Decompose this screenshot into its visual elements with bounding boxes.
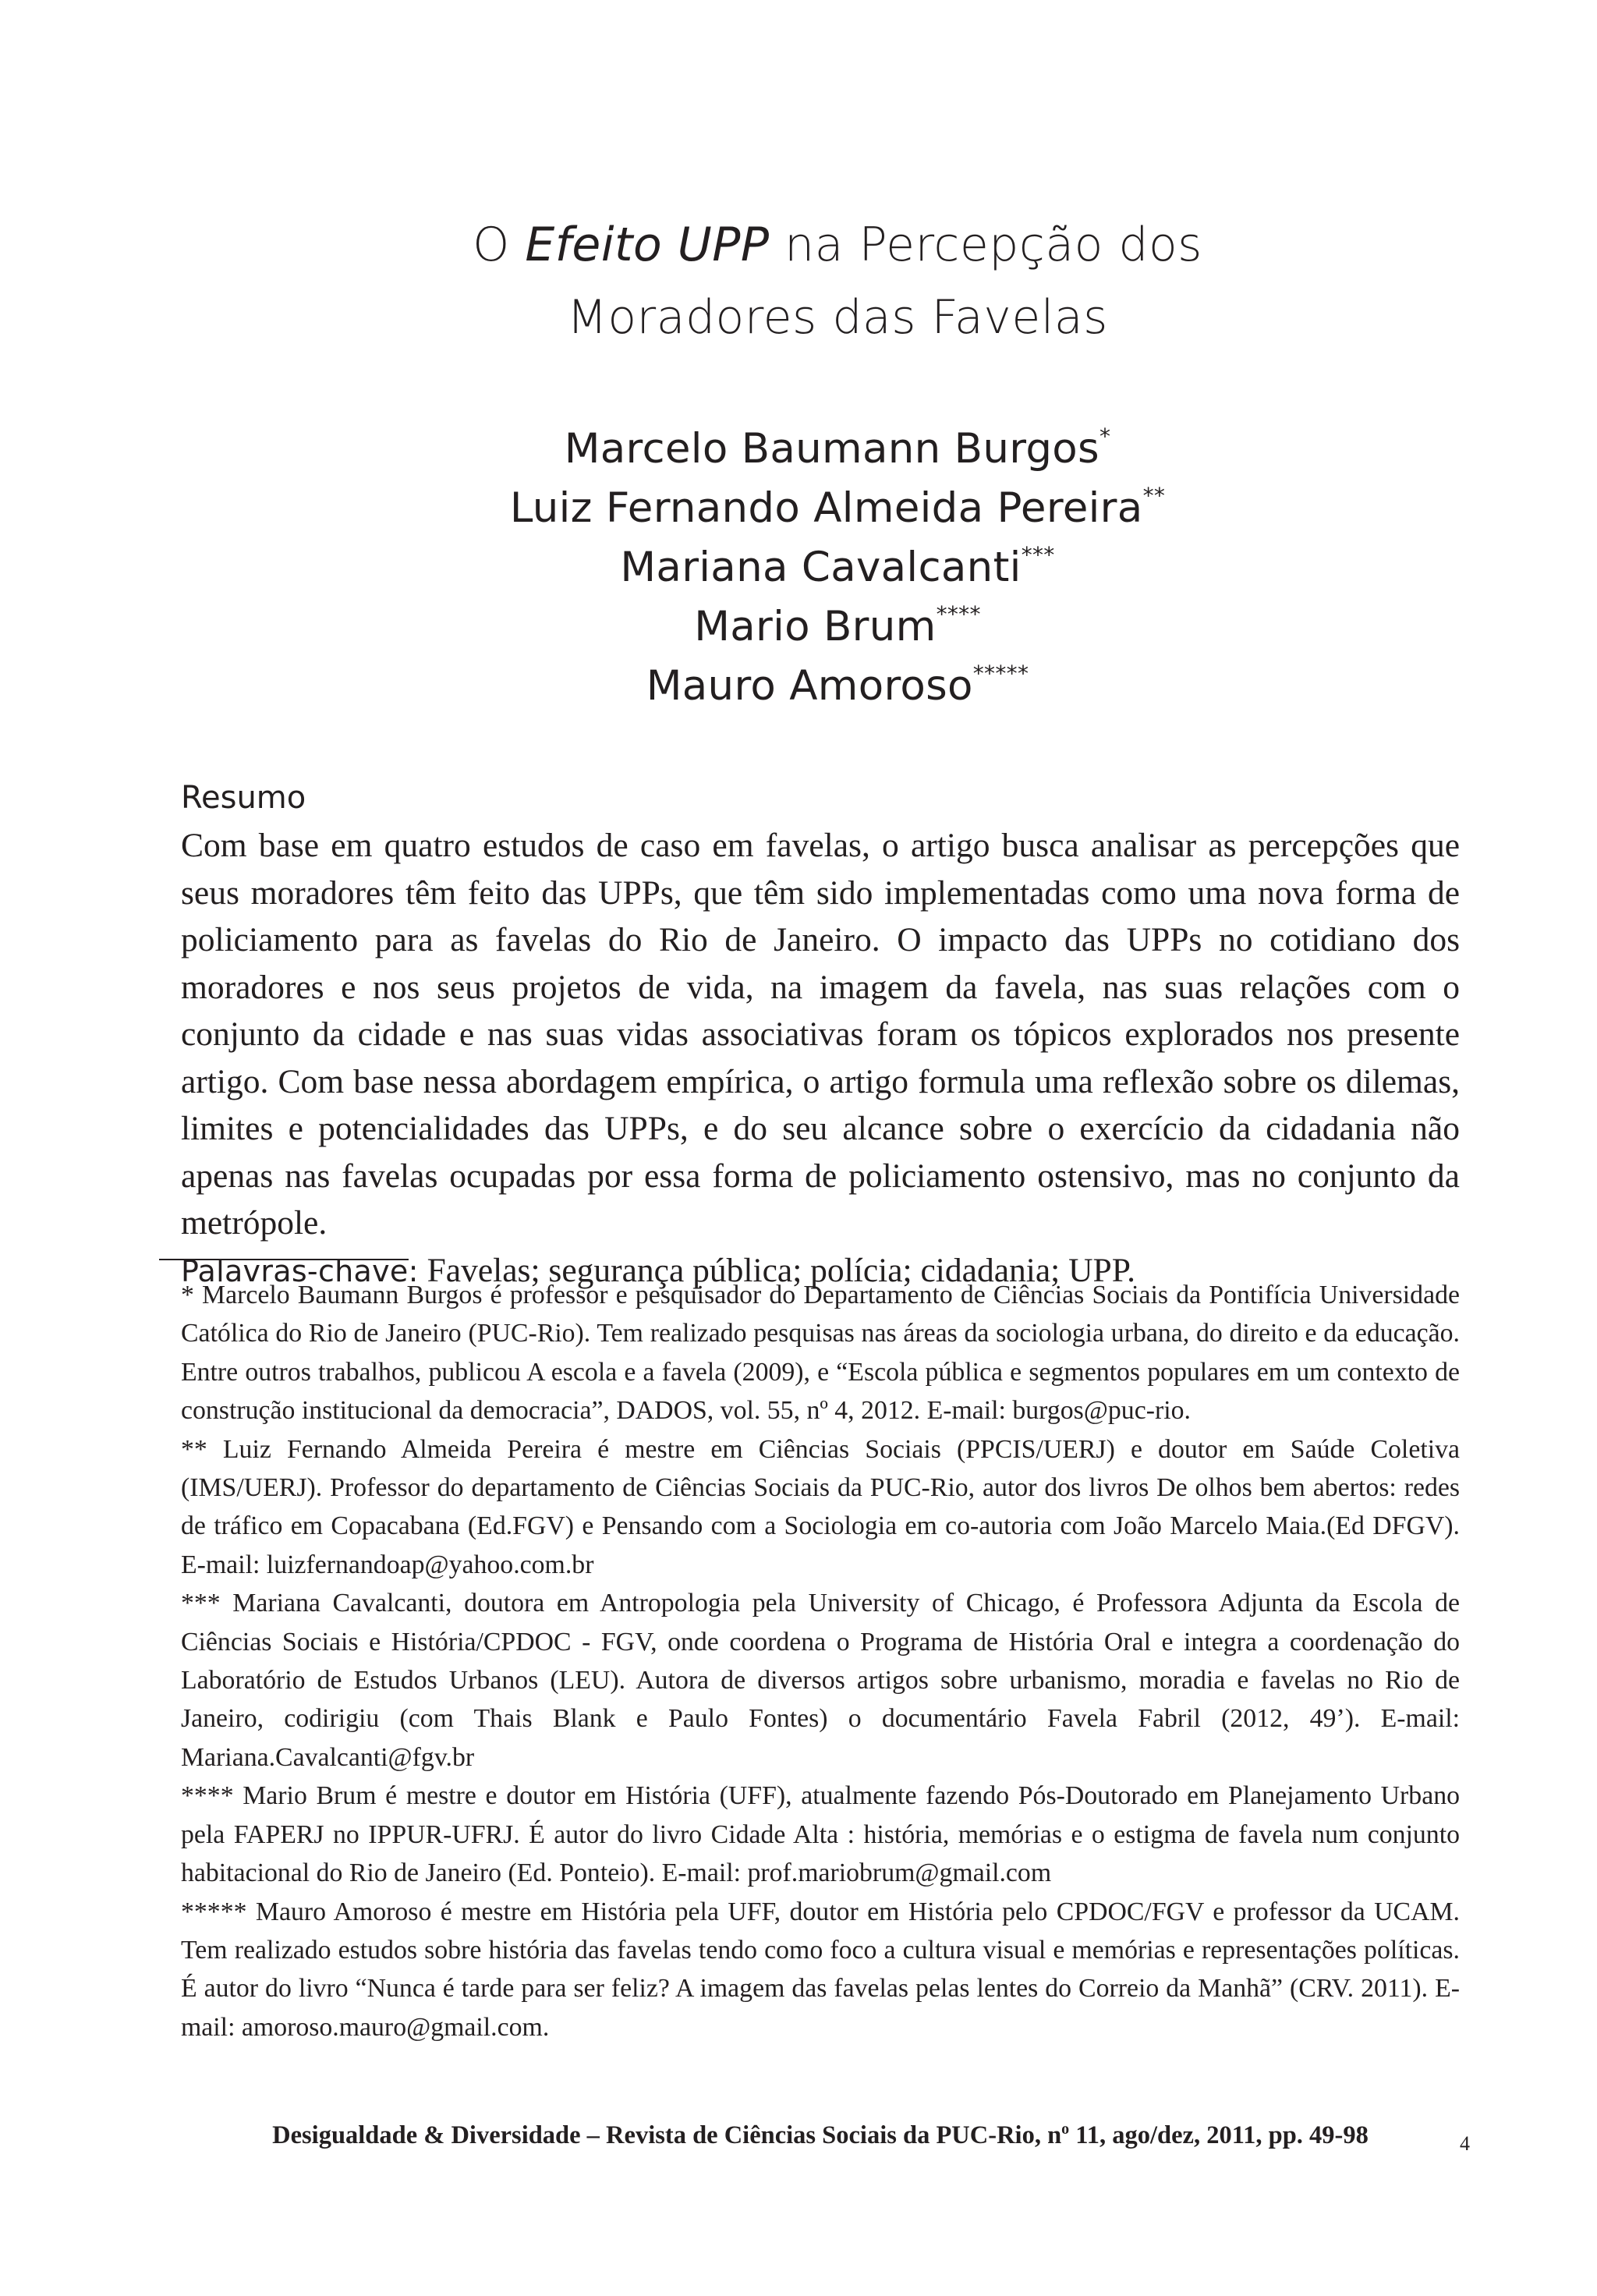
footnote: * Marcelo Baumann Burgos é professor e pesquisador do Departamento de Ciências Sociais da Pontifícia Universidade Católica do Rio de Janeiro (PUC-Rio). Tem realizado pesquisas nas áreas da sociologia urbana, do direito e da educação. Entre outros trabalhos, publicou A escola e a favela (2009), e “Escola pública e segmentos populares em um contexto de construção institucional da democracia”, DADOS, vol. 55, nº 4, 2012. E-mail: burgos@puc-rio.	[181, 1281, 1460, 1426]
journal-footer: Desigualdade & Diversidade – Revista de Ciências Sociais da PUC-Rio, $n^o$ 11, ago/dez, 2011, pp. 49-98	[272, 2121, 1369, 2149]
author-entry	[175, 597, 1500, 657]
author-entry	[175, 657, 1500, 716]
footnote: ** Luiz Fernando Almeida Pereira é mestre em Ciências Sociais (PPCIS/UERJ) e doutor em Saúde Coletiva (IMS/UERJ). Professor do departamento de Ciências Sociais da PUC-Rio, autor dos livros De olhos bem abertos: redes de tráfico em Copacabana (Ed.FGV) e Pensando com a Sociologia em co-autoria com João Marcelo Maia.(Ed DFGV). E-mail: luizfernandoap@yahoo.com.br	[181, 1434, 1460, 1579]
author-entry	[175, 538, 1500, 597]
page-number: 4	[1460, 2132, 1470, 2155]
title-line-2: Moradores das Favelas	[567, 290, 1108, 345]
footnote: **** Mario Brum é mestre e doutor em História (UFF), atualmente fazendo Pós-Doutorado em Planejamento Urbano pela FAPERJ no IPPUR-UFRJ. É autor do livro Cidade Alta : história, memórias e o estigma de favela num conjunto habitacional do Rio de Janeiro (Ed. Ponteio). E-mail: prof.mariobrum@gmail.com	[181, 1781, 1460, 1888]
title-italic-term: Efeito UPP	[525, 218, 770, 272]
author-list	[175, 420, 1500, 716]
abstract-text: Com base em quatro estudos de caso em favelas, o artigo busca analisar as percepções que seus moradores têm feito das UPPs, que têm sido implementadas como uma nova forma de policiamento para as favelas do Rio de Janeiro. O impacto das UPPs no cotidiano dos moradores e nos seus projetos de vida, na imagem da favela, nas suas relações com o conjunto da cidade e nas suas vidas associativas foram os tópicos explorados nos presente artigo. Com base nessa abordagem empírica, o artigo formula uma reflexão sobre os dilemas, limites e potencialidades das UPPs, e do seu alcance sobre o exercício da cidadania não apenas nas favelas ocupadas por essa forma de policiamento ostensivo, mas no conjunto da metrópole.	[181, 827, 1460, 1242]
abstract-heading: Resumo	[181, 780, 306, 816]
keywords-label: Palavras-chave:	[181, 1253, 419, 1288]
author-name: Mariana Cavalcanti	[620, 544, 1022, 591]
title-line-1: O Efeito UPP na Percepção dos	[473, 218, 1202, 272]
author-name: Luiz Fernando Almeida Pereira	[509, 484, 1143, 532]
author-name: Mauro Amoroso	[646, 662, 973, 710]
footnote-mark: ***	[1021, 542, 1055, 568]
article-title	[175, 209, 1500, 354]
footnotes	[181, 1276, 1460, 2046]
author-entry	[175, 479, 1500, 538]
keywords-list: Favelas; segurança pública; polícia; cidadania; UPP.	[427, 1251, 1135, 1289]
footnote: *** Mariana Cavalcanti, doutora em Antropologia pela University of Chicago, é Professora Adjunta da Escola de Ciências Sociais e História/CPDOC - FGV, onde coordena o Programa de História Oral e integra a coordenação do Laboratório de Estudos Urbanos (LEU). Autora de diversos artigos sobre urbanismo, moradia e favelas no Rio de Janeiro, codirigiu (com Thais Blank e Paulo Fontes) o documentário Favela Fabril (2012, 49’). E-mail: Mariana.Cavalcanti@fgv.br	[181, 1589, 1460, 1772]
author-entry	[175, 420, 1500, 479]
author-name: Mario Brum	[694, 603, 937, 650]
abstract	[181, 822, 1460, 1295]
footnote-mark: *****	[972, 661, 1029, 686]
footnote-mark: **	[1142, 483, 1166, 508]
author-name: Marcelo Baumann Burgos	[564, 425, 1099, 473]
footnote-mark: *	[1099, 423, 1111, 449]
footnote-mark: ****	[936, 601, 981, 627]
footnote: ***** Mauro Amoroso é mestre em História pela UFF, doutor em História pelo CPDOC/FGV e professor da UCAM. Tem realizado estudos sobre história das favelas tendo como foco a cultura visual e memórias e representações políticas. É autor do livro “Nunca é tarde para ser feliz? A imagem das favelas pelas lentes do Correio da Manhã” (CRV. 2011). E-mail: amoroso.mauro@gmail.com.	[181, 1897, 1460, 2042]
ordinal-mark: o	[1061, 2121, 1070, 2138]
footnote-separator	[159, 1259, 409, 1260]
